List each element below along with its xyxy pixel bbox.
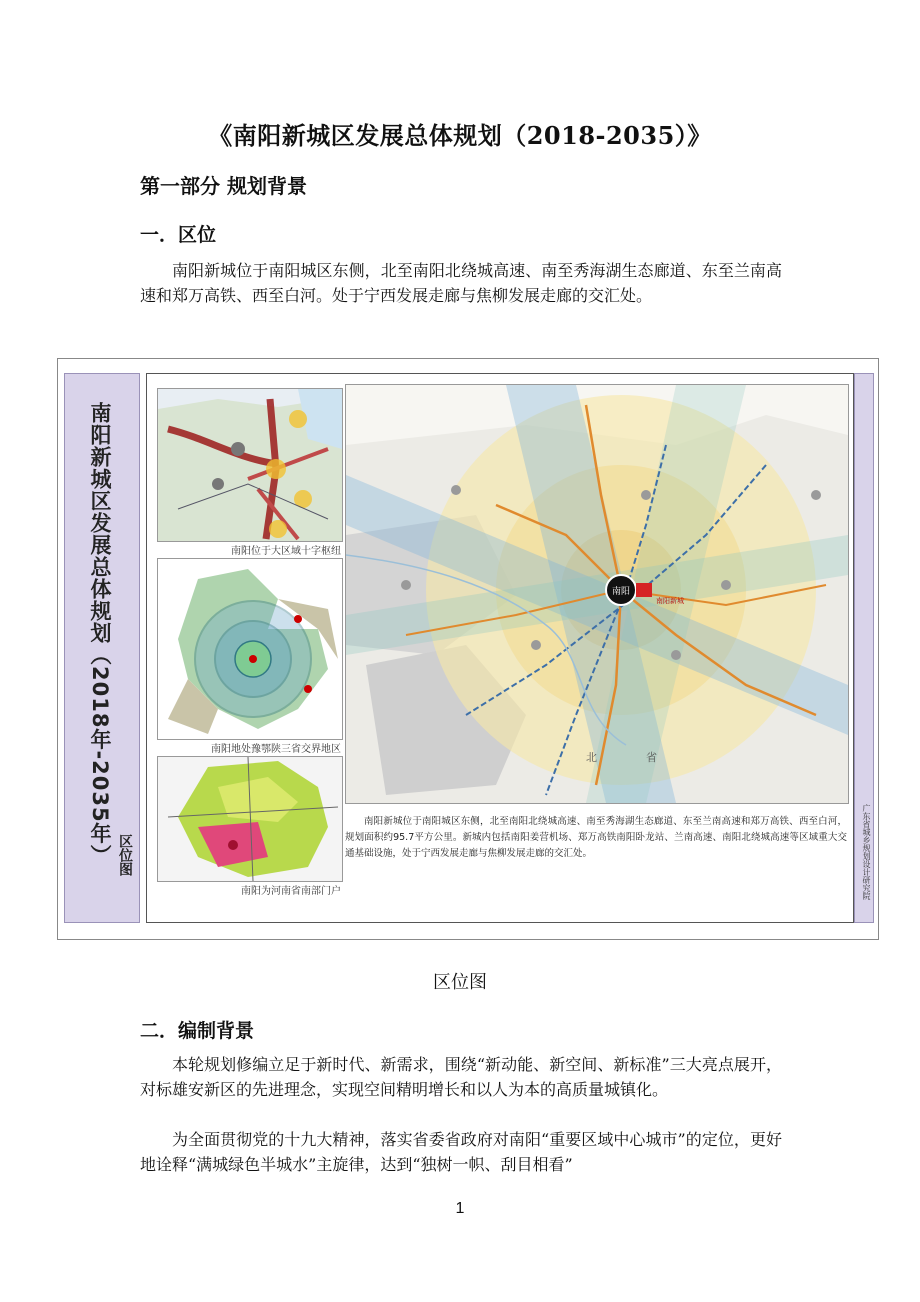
section-heading-location: 一．区位 bbox=[140, 224, 217, 246]
inset-map-regional-hub bbox=[157, 388, 343, 542]
map-description: 南阳新城位于南阳城区东侧，北至南阳北绕城高速、南至秀海湖生态廊道、东至兰南高速和郑万高铁、西至白河，规划面积约95.7平方公里。新城内包括南阳姜营机场、郑万高铁南阳卧龙站、兰南高速、南阳北绕城高速等区域重大交通基础设施，处于宁西发展走廊与焦柳发展走廊的交汇处。 bbox=[345, 816, 847, 859]
figure-side-title: 南阳新城区发展总体规划（2018年-2035年） bbox=[88, 402, 112, 867]
map-label-north: 北 bbox=[586, 751, 597, 764]
background-paragraph-2: 为全面贯彻党的十九大精神，落实省委省政府对南阳“重要区域中心城市”的定位，更好地诠释“满城绿色半城水”主旋律，达到“独树一帜、刮目相看” bbox=[140, 1130, 782, 1174]
figure-caption: 区位图 bbox=[433, 972, 487, 993]
inset-caption-regional-hub: 南阳位于大区域十字枢纽 bbox=[231, 546, 341, 557]
inset-caption-southern-gateway: 南阳为河南省南部门户 bbox=[241, 886, 341, 897]
location-paragraph: 南阳新城位于南阳城区东侧，北至南阳北绕城高速、南至秀海湖生态廊道、东至兰南高速和郑万高铁、西至白河。处于宁西发展走廊与焦柳发展走廊的交汇处。 bbox=[140, 261, 782, 305]
location-figure bbox=[57, 358, 879, 940]
map-frame bbox=[146, 373, 854, 923]
main-location-map bbox=[345, 384, 849, 804]
figure-side-panel bbox=[64, 373, 140, 923]
inset-map-province-border-graphic bbox=[158, 559, 342, 739]
figure-side-subtitle: 区位图 bbox=[117, 834, 133, 876]
inset-map-regional-hub-graphic bbox=[158, 389, 342, 541]
inset-map-southern-gateway-graphic bbox=[158, 757, 342, 881]
part-heading: 第一部分 规划背景 bbox=[140, 174, 307, 198]
inset-caption-province-border: 南阳地处豫鄂陕三省交界地区 bbox=[211, 744, 341, 755]
background-paragraph-1: 本轮规划修编立足于新时代、新需求，围绕“新动能、新空间、新标准”三大亮点展开，对标雄安新区的先进理念，实现空间精明增长和以人为本的高质量城镇化。 bbox=[140, 1055, 782, 1099]
inset-map-province-border bbox=[157, 558, 343, 740]
document-title: 《南阳新城区发展总体规划（2018-2035）》 bbox=[208, 121, 712, 150]
section-heading-background: 二．编制背景 bbox=[140, 1020, 255, 1042]
map-marker-label: 南阳新城 bbox=[656, 597, 684, 605]
map-center-label: 南阳 bbox=[611, 587, 631, 597]
main-location-map-graphic bbox=[346, 385, 848, 803]
figure-right-strip bbox=[854, 373, 874, 923]
institute-name: 广东省城乡规划设计研究院 bbox=[862, 804, 871, 900]
inset-map-southern-gateway bbox=[157, 756, 343, 882]
page-number: 1 bbox=[455, 1200, 465, 1217]
map-label-province: 省 bbox=[646, 751, 657, 764]
